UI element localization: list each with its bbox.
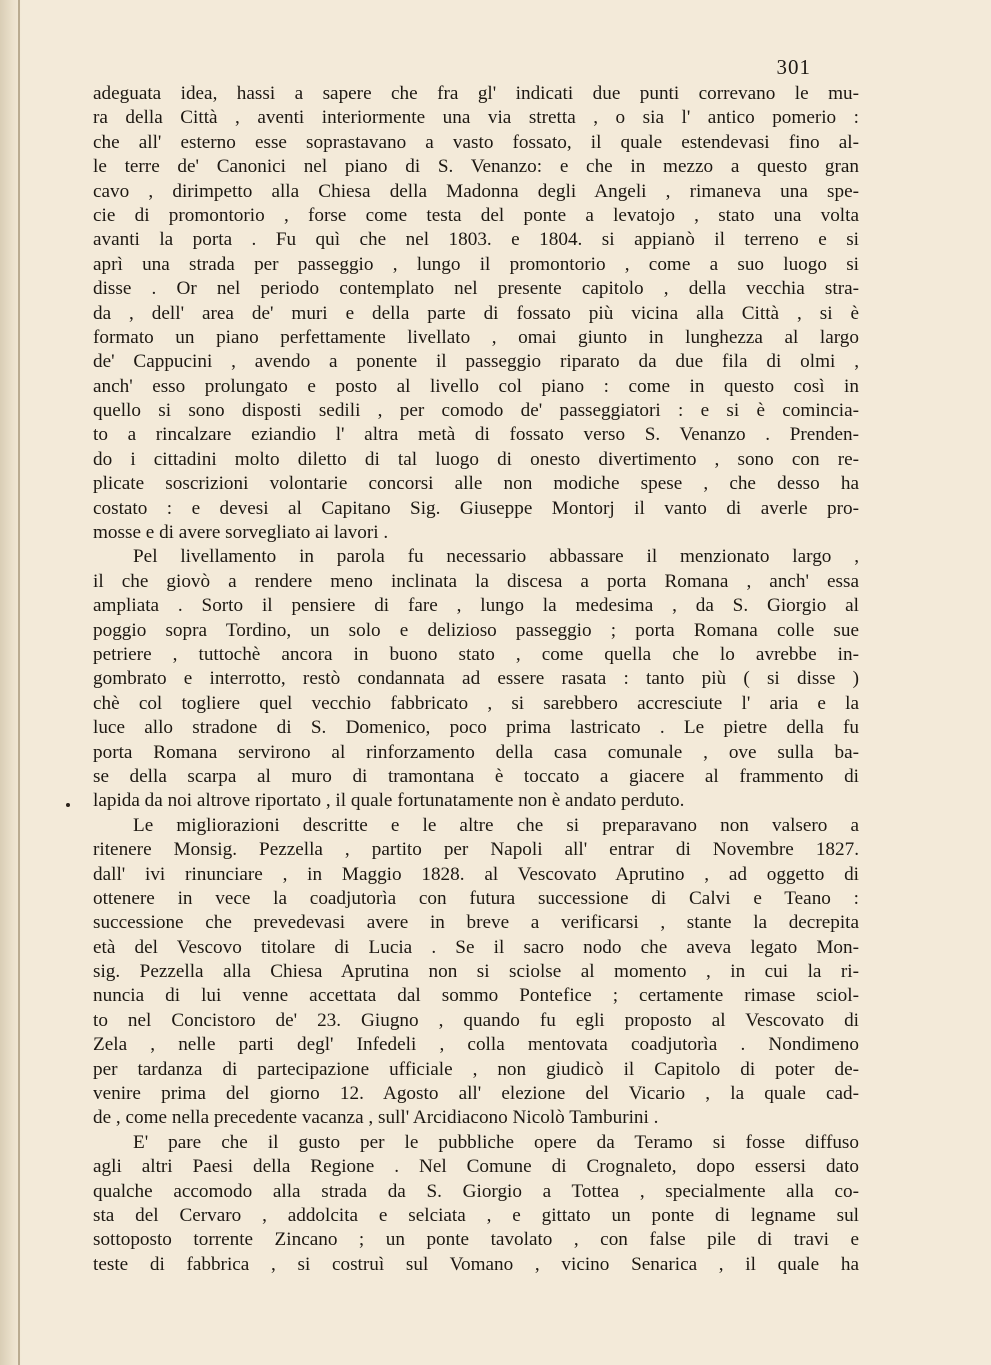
text-line: successione che prevedevasi avere in breve a verificarsi , stante la decrepita bbox=[93, 912, 859, 934]
text-line: Pel livellamento in parola fu necessario abbassare il menzionato largo , bbox=[133, 546, 859, 568]
text-line: età del Vescovo titolare di Lucia . Se il sacro nodo che aveva legato Mon- bbox=[93, 936, 859, 958]
text-line: dall' ivi rinunciare , in Maggio 1828. al Vescovato Aprutino , ad oggetto di bbox=[93, 863, 859, 885]
text-line: Zela , nelle parti degl' Infedeli , colla mentovata coadjutorìa . Nondimeno bbox=[93, 1034, 859, 1056]
text-line: sig. Pezzella alla Chiesa Aprutina non si sciolse al momento , in cui la ri- bbox=[93, 961, 859, 983]
text-line: ritenere Monsig. Pezzella , partito per Napoli all' entrar di Novembre 1827. bbox=[93, 839, 859, 861]
text-line: do i cittadini molto diletto di tal luogo di onesto divertimento , sono con re- bbox=[93, 448, 859, 470]
text-line: avanti la porta . Fu quì che nel 1803. e 1804. si appianò il terreno e si bbox=[93, 229, 859, 251]
margin-mark bbox=[66, 803, 70, 807]
text-line: venire prima del giorno 12. Agosto all' elezione del Vicario , la quale cad- bbox=[93, 1083, 859, 1105]
text-line: to a rincalzare eziandio l' altra metà di fossato verso S. Venanzo . Prenden- bbox=[93, 424, 859, 446]
text-line: de , come nella precedente vacanza , sull' Arcidiacono Nicolò Tamburini . bbox=[93, 1107, 659, 1129]
text-line: plicate soscrizioni volontarie concorsi alle non modiche spese , che desso ha bbox=[93, 473, 859, 495]
text-line: de' Cappucini , avendo a ponente il passeggio riparato da due fila di olmi , bbox=[93, 351, 859, 373]
text-line: Le migliorazioni descritte e le altre che si preparavano non valsero a bbox=[133, 814, 859, 836]
text-line: il che giovò a rendere meno inclinata la discesa a porta Romana , anch' essa bbox=[93, 570, 859, 592]
text-line: nuncia di lui venne accettata dal sommo Pontefice ; certamente rimase sciol- bbox=[93, 985, 859, 1007]
text-line: sottoposto torrente Zincano ; un ponte tavolato , con false pile di travi e bbox=[93, 1229, 859, 1251]
text-line: cie di promontorio , forse come testa del ponte a levatojo , stato una volta bbox=[93, 204, 859, 226]
text-line: poggio sopra Tordino, un solo e delizioso passeggio ; porta Romana colle sue bbox=[93, 619, 859, 641]
binding-edge-line bbox=[18, 0, 20, 1365]
text-line: aprì una strada per passeggio , lungo il promontorio , come a suo luogo si bbox=[93, 253, 859, 275]
text-line: ottenere in vece la coadjutorìa con futura successione di Calvi e Teano : bbox=[93, 887, 859, 909]
text-line: ampliata . Sorto il pensiere di fare , lungo la medesima , da S. Giorgio al bbox=[93, 595, 859, 617]
text-line: to nel Concistoro de' 23. Giugno , quando fu egli proposto al Vescovato di bbox=[93, 1009, 859, 1031]
text-line: mosse e di avere sorvegliato ai lavori . bbox=[93, 522, 389, 544]
text-line: anch' esso prolungato e posto al livello col piano : come in questo così in bbox=[93, 375, 859, 397]
text-line: quello si sono disposti sedili , per comodo de' passeggiatori : e si è comincia- bbox=[93, 400, 859, 422]
text-line: se della scarpa al muro di tramontana è toccato a giacere al frammento di bbox=[93, 765, 859, 787]
text-line: luce allo stradone di S. Domenico, poco prima lastricato . Le pietre della fu bbox=[93, 717, 859, 739]
text-line: agli altri Paesi della Regione . Nel Comune di Crognaleto, dopo essersi dato bbox=[93, 1156, 859, 1178]
text-line: per tardanza di partecipazione ufficiale , non giudicò il Capitolo di poter de- bbox=[93, 1058, 859, 1080]
text-line: chè col togliere quel vecchio fabbricato , si sarebbero accresciute l' aria e la bbox=[93, 692, 859, 714]
page-number: 301 bbox=[776, 55, 811, 79]
text-line: teste di fabbrica , si costruì sul Vomano , vicino Senarica , il quale ha bbox=[93, 1253, 859, 1275]
text-line: che all' esterno esse soprastavano a vasto fossato, il quale estendevasi fino al- bbox=[93, 131, 859, 153]
text-line: ra della Città , aventi interiormente una via stretta , o sia l' antico pomerio : bbox=[93, 107, 859, 129]
text-line: costato : e devesi al Capitano Sig. Giuseppe Montorj il vanto di averle pro- bbox=[93, 497, 859, 519]
text-line: E' pare che il gusto per le pubbliche opere da Teramo si fosse diffuso bbox=[133, 1131, 859, 1153]
text-line: formato un piano perfettamente livellato , omai giunto in lunghezza al largo bbox=[93, 326, 859, 348]
text-line: lapida da noi altrove riportato , il quale fortunatamente non è andato perduto. bbox=[93, 790, 685, 812]
text-line: adeguata idea, hassi a sapere che fra gl' indicati due punti correvano le mu- bbox=[93, 83, 859, 104]
text-line: le terre de' Canonici nel piano di S. Venanzo: e che in mezzo a questo gran bbox=[93, 156, 859, 178]
text-line: da , dell' area de' muri e della parte di fossato più vicina alla Città , si è bbox=[93, 302, 859, 324]
text-line: gombrato e interrotto, restò condannata ad essere rasata : tanto più ( si disse ) bbox=[93, 668, 859, 690]
text-line: sta del Cervaro , addolcita e selciata , e gittato un ponte di legname sul bbox=[93, 1204, 859, 1226]
text-line: disse . Or nel periodo contemplato nel presente capitolo , della vecchia stra- bbox=[93, 278, 859, 300]
text-line: petriere , tuttochè ancora in buono stato , come quella che lo avrebbe in- bbox=[93, 643, 859, 665]
text-line: cavo , dirimpetto alla Chiesa della Madonna degli Angeli , rimaneva una spe- bbox=[93, 180, 859, 202]
body-text bbox=[93, 82, 859, 1277]
text-line: qualche accomodo alla strada da S. Giorgio a Tottea , specialmente alla co- bbox=[93, 1180, 859, 1202]
text-line: porta Romana servirono al rinforzamento della casa comunale , ove sulla ba- bbox=[93, 741, 859, 763]
